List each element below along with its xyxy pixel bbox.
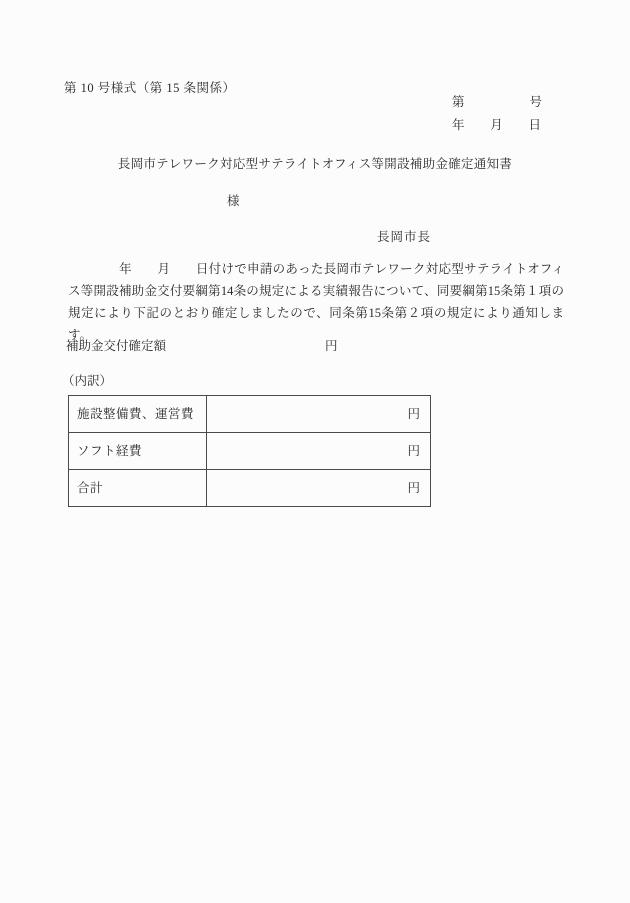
breakdown-item-label: 合計 bbox=[69, 470, 207, 507]
date-line bbox=[452, 119, 541, 132]
confirmed-amount-label: 補助金交付確定額 bbox=[66, 339, 167, 353]
form-number-label: 第 10 号様式（第 15 条関係） bbox=[64, 81, 236, 95]
reference-number-line bbox=[452, 96, 542, 109]
ref-number-prefix: 第 bbox=[452, 95, 465, 109]
date-year-label: 年 bbox=[452, 118, 465, 132]
addressee-suffix-label: 様 bbox=[227, 194, 240, 208]
breakdown-amount-cell: 円 bbox=[207, 470, 431, 507]
ref-number-suffix: 号 bbox=[529, 95, 542, 109]
date-month-label: 月 bbox=[490, 118, 503, 132]
breakdown-amount-cell: 円 bbox=[207, 433, 431, 470]
breakdown-section-label: （内訳） bbox=[62, 374, 113, 388]
confirmed-amount-unit: 円 bbox=[325, 339, 338, 353]
date-day-label: 日 bbox=[528, 118, 541, 132]
breakdown-item-label: ソフト経費 bbox=[69, 433, 207, 470]
breakdown-item-label: 施設整備費、運営費 bbox=[69, 396, 207, 433]
table-row bbox=[69, 396, 431, 433]
confirmed-amount-line bbox=[66, 340, 466, 356]
breakdown-amount-cell: 円 bbox=[207, 396, 431, 433]
document-title: 長岡市テレワーク対応型サテライトオフィス等開設補助金確定通知書 bbox=[117, 157, 513, 171]
sender-name: 長岡市長 bbox=[377, 230, 432, 244]
body-paragraph: 年 月 日付けで申請のあった長岡市テレワーク対応型サテライトオフィス等開設補助金交付要綱第14条の規定による実績報告について、同要綱第15条第１項の規定により下記のとおり確定しましたので、同条第15条第２項の規定により通知します。 bbox=[68, 262, 564, 342]
breakdown-table bbox=[68, 395, 431, 507]
table-row bbox=[69, 470, 431, 507]
table-row bbox=[69, 433, 431, 470]
